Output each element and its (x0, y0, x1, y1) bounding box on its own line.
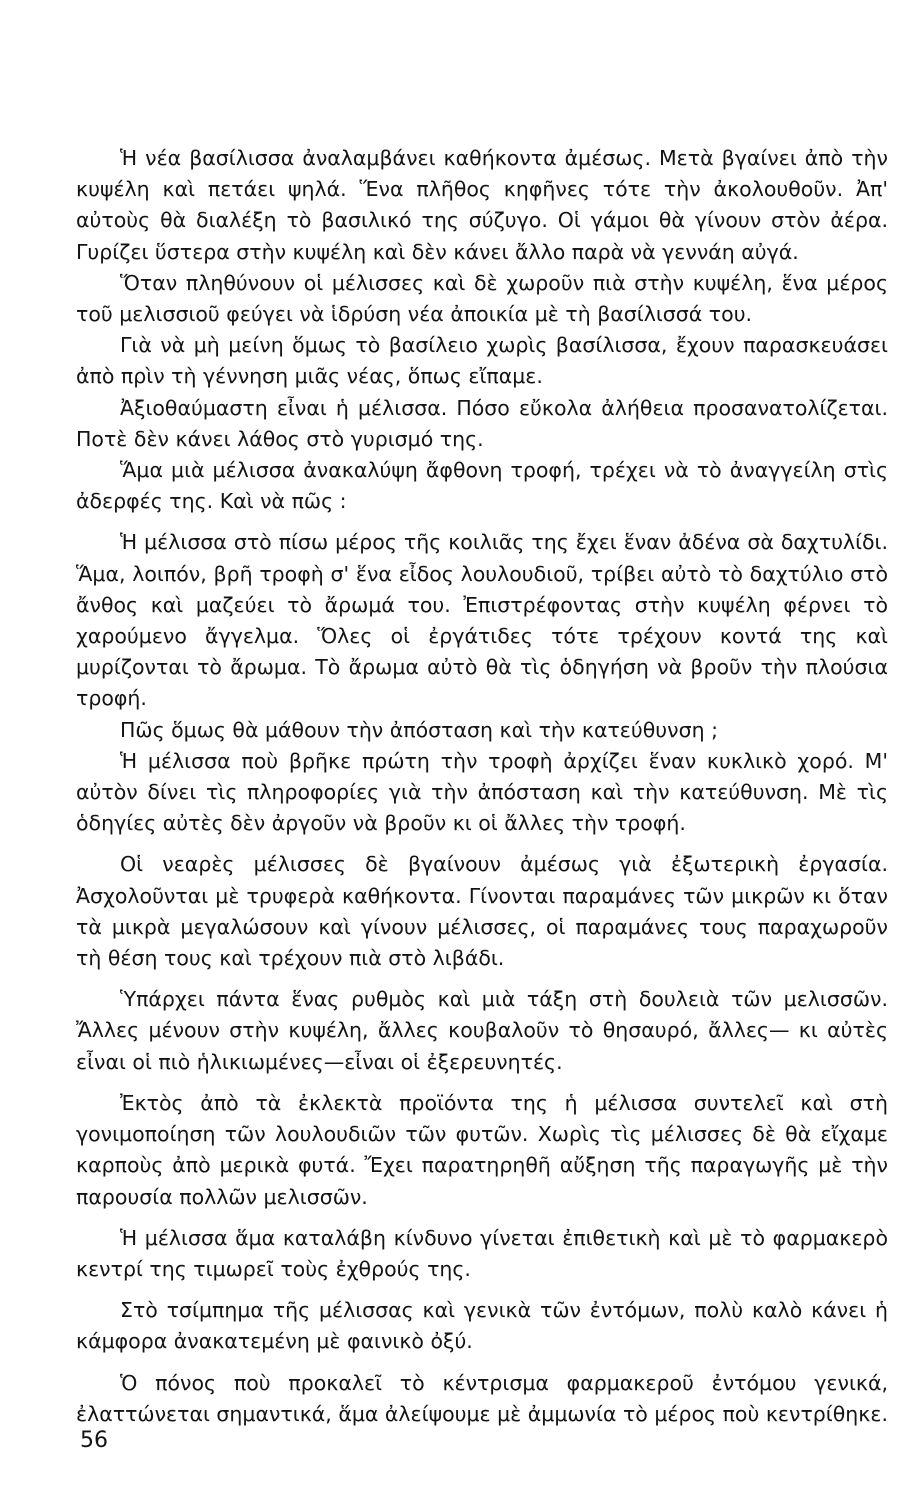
paragraph-kingdom: Γιὰ νὰ μὴ μείνη ὅμως τὸ βασίλειο χωρὶς βασίλισσα, ἔχουν παρασκευάσει ἀπὸ πρὶν τὴ γέννηση μιᾶς νέας, ὅπως εἴπαμε. (76, 333, 888, 389)
paragraph-orientation: Ἀξιοθαύμαστη εἶναι ἡ μέλισσα. Πόσο εὔκολα ἀλήθεια προσανατολίζεται. Ποτὲ δὲν κάνει λάθος στὸ γυρισμό της. (76, 395, 888, 451)
paragraph-new-queen: Ἡ νέα βασίλισσα ἀναλαμβάνει καθήκοντα ἀμέσως. Μετὰ βγαίνει ἀπὸ τὴν κυψέλη καὶ πετάει ψηλά. Ἕνα πλῆθος κηφῆνες τότε τὴν ἀκολουθοῦν. Ἀπ' αὐτοὺς θὰ διαλέξη τὸ βασιλικό της σύζυγο. Οἱ γάμοι θὰ γίνουν στὸν ἀέρα. Γυρίζει ὕστερα στὴν κυψέλη καὶ δὲν κάνει ἄλλο παρὰ νὰ γεννάη αὐγά. (76, 146, 888, 264)
paragraph-swarming: Ὅταν πληθύνουν οἱ μέλισσες καὶ δὲ χωροῦν πιὰ στὴν κυψέλη, ἕνα μέρος τοῦ μελισσιοῦ φεύγει νὰ ἱδρύση νέα ἀποικία μὲ τὴ βασίλισσά του. (76, 270, 888, 327)
paragraph-gland: Ἡ μέλισσα στὸ πίσω μέρος τῆς κοιλιᾶς της ἔχει ἕναν ἀδένα σὰ δαχτυλίδι. Ἅμα, λοιπόν, βρῆ τροφὴ σ' ἕνα εἶδος λουλουδιοῦ, τρίβει αὐτὸ τὸ δαχτύλιο στὸ ἄνθος καὶ μαζεύει τὸ ἄρωμά του. Ἐπιστρέφοντας στὴν κυψέλη φέρνει τὸ χαρούμενο ἄγγελμα. Ὅλες οἱ ἐργάτιδες τότε τρέχουν κοντά της καὶ μυρίζονται τὸ ἄρωμα. Τὸ ἄρωμα αὐτὸ θὰ τὶς ὁδηγήση νὰ βροῦν τὴν πλούσια τροφή. (76, 530, 888, 711)
paragraph-food-discovery: Ἅμα μιὰ μέλισσα ἀνακαλύψη ἄφθονη τροφή, τρέχει νὰ τὸ ἀναγγείλη στὶς ἀδερφές της. Καὶ νὰ πῶς : (76, 458, 888, 514)
paragraph-pollination: Ἐκτὸς ἀπὸ τὰ ἐκλεκτὰ προϊόντα της ἡ μέλισσα συντελεῖ καὶ στὴ γονιμοποίηση τῶν λουλουδιῶν τῶν φυτῶν. Χωρὶς τὶς μέλισσες δὲ θὰ εἴχαμε καρποὺς ἀπὸ μερικὰ φυτά. Ἔχει παρατηρηθῆ αὔξηση τῆς παραγωγῆς μὲ τὴν παρουσία πολλῶν μελισσῶν. (76, 1090, 888, 1209)
paragraph-rhythm: Ὑπάρχει πάντα ἕνας ρυθμὸς καὶ μιὰ τάξη στὴ δουλειὰ τῶν μελισσῶν. Ἄλλες μένουν στὴν κυψέλη, ἄλλες κουβαλοῦν τὸ θησαυρό, ἄλλες— κι αὐτὲς εἶναι οἱ πιὸ ἡλικιωμένες—εἶναι οἱ ἐξερευνητές. (76, 987, 888, 1074)
paragraph-sting-remedy: Στὸ τσίμπημα τῆς μέλισσας καὶ γενικὰ τῶν ἐντόμων, πολὺ καλὸ κάνει ἡ κάμφορα ἀνακατεμένη μὲ φαινικὸ ὀξύ. (76, 1298, 888, 1354)
page-body (76, 143, 888, 1430)
page-number: 56 (80, 1428, 108, 1453)
paragraph-question: Πῶς ὅμως θὰ μάθουν τὴν ἀπόσταση καὶ τὴν κατεύθυνση ; (120, 717, 719, 742)
paragraph-young-bees: Οἱ νεαρὲς μέλισσες δὲ βγαίνουν ἀμέσως γιὰ ἐξωτερικὴ ἐργασία. Ἀσχολοῦνται μὲ τρυφερὰ καθήκοντα. Γίνονται παραμάνες τῶν μικρῶν κι ὅταν τὰ μικρὰ μεγαλώσουν καὶ γίνουν μέλισσες, οἱ παραμάνες τους παραχωροῦν τὴ θέση τους καὶ τρέχουν πιὰ στὸ λιβάδι. (76, 852, 888, 971)
paragraph-danger: Ἡ μέλισσα ἅμα καταλάβη κίνδυνο γίνεται ἐπιθετικὴ καὶ μὲ τὸ φαρμακερὸ κεντρί της τιμωρεῖ τοὺς ἐχθρούς της. (76, 1225, 888, 1281)
paragraph-ammonia: Ὁ πόνος ποὺ προκαλεῖ τὸ κέντρισμα φαρμακεροῦ ἐντόμου γενικά, ἐλαττώνεται σημαντικά, ἅμα ἀλείψουμε μὲ ἀμμωνία τὸ μέρος ποὺ κεντρίθηκε. (76, 1370, 888, 1426)
paragraph-dance: Ἡ μέλισσα ποὺ βρῆκε πρώτη τὴν τροφὴ ἀρχίζει ἕναν κυκλικὸ χορό. Μ' αὐτὸν δίνει τὶς πληροφορίες γιὰ τὴν ἀπόσταση καὶ τὴν κατεύθυνση. Μὲ τὶς ὁδηγίες αὐτὲς δὲν ἀργοῦν νὰ βροῦν κι οἱ ἄλλες τὴν τροφή. (76, 748, 888, 836)
